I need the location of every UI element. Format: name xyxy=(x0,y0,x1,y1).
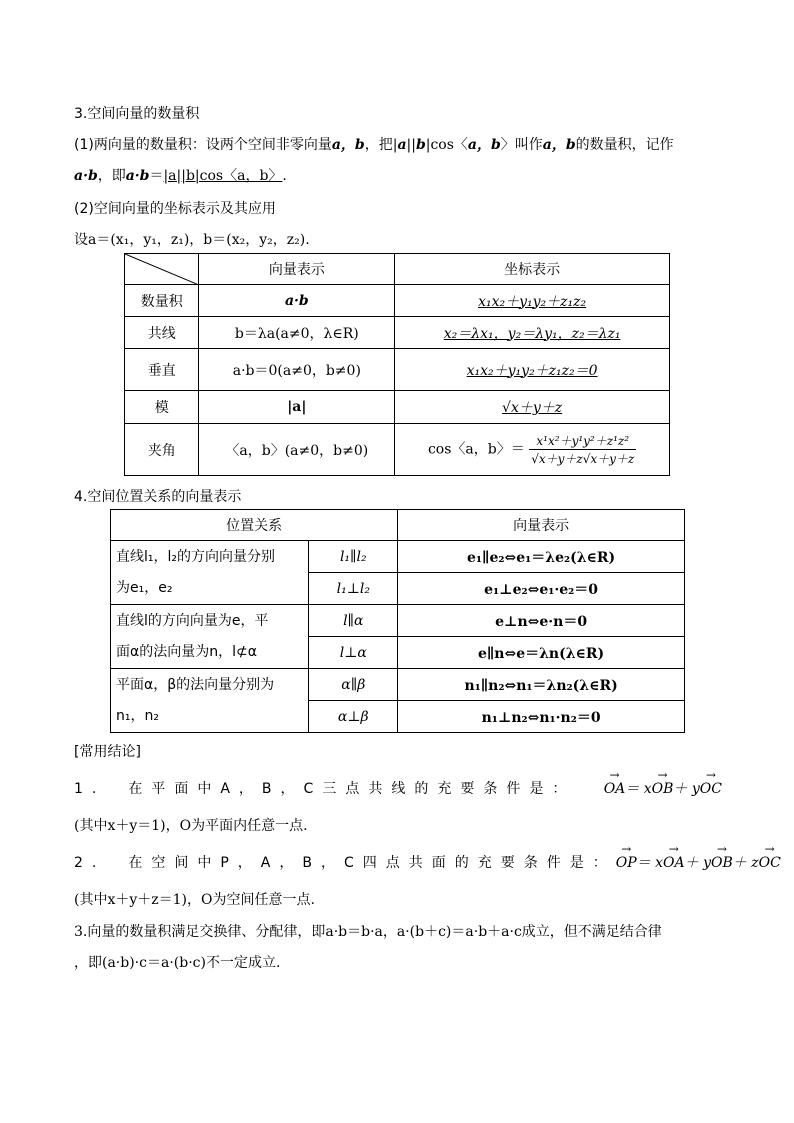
vector-cell: e∥n⇔e＝λn(λ∈R) xyxy=(398,637,685,669)
row-name: 夹角 xyxy=(125,424,199,476)
coordinate-table xyxy=(124,253,670,476)
row-coordinate: x₁x₂＋y₁y₂＋z₁z₂＝0 xyxy=(395,349,670,391)
diagonal-header-cell xyxy=(125,254,199,285)
conclusion-3-line2: ，即(a·b)·c＝a·(b·c)不一定成立. xyxy=(74,955,281,971)
conclusions-heading: [常用结论] xyxy=(74,744,141,760)
conclusion-2 xyxy=(74,852,781,872)
section4-heading: 4.空间位置关系的向量表示 xyxy=(74,489,242,505)
header-vector: 向量表示 xyxy=(199,254,395,285)
row-coordinate: x₂＝λx₁，y₂＝λy₁，z₂＝λz₁ xyxy=(395,317,670,349)
vector-cell: n₁⊥n₂⇔n₁·n₂＝0 xyxy=(398,701,685,733)
conclusion-2-formula: → OP＝ x→ OA＋ y→ OB＋ z→ OC xyxy=(616,852,781,872)
row-vector: a·b xyxy=(199,285,395,317)
conclusion-1 xyxy=(74,778,722,798)
group-label: 直线l的方向向量为e，平 面α的法向量为n，l⊄α xyxy=(111,605,309,669)
fraction-denominator: √x＋y＋z√x＋y＋z xyxy=(531,452,635,466)
angle-fraction xyxy=(529,432,636,467)
header-vector: 向量表示 xyxy=(398,510,685,541)
row-coordinate: x₁x₂＋y₁y₂＋z₁z₂ xyxy=(395,285,670,317)
position-relation-table xyxy=(110,509,685,733)
coordinate-subheading: (2)空间向量的坐标表示及其应用 xyxy=(74,201,276,217)
conclusion-1-note: (其中x＋y＝1)，O为平面内任意一点. xyxy=(74,818,308,834)
row-name: 模 xyxy=(125,391,199,424)
relation-cell: l₁∥l₂ xyxy=(309,541,398,573)
group-label: 直线l₁，l₂的方向向量分别 为e₁，e₂ xyxy=(111,541,309,605)
header-relation: 位置关系 xyxy=(111,510,398,541)
row-name: 垂直 xyxy=(125,349,199,391)
vector-cell: e⊥n⇔e·n＝0 xyxy=(398,605,685,637)
vector-cell: e₁⊥e₂⇔e₁·e₂＝0 xyxy=(398,573,685,605)
header-coordinate: 坐标表示 xyxy=(395,254,670,285)
coordinate-definition: 设a＝(x₁，y₁，z₁)，b＝(x₂，y₂，z₂). xyxy=(74,232,310,248)
relation-cell: l⊥α xyxy=(309,637,398,669)
dot-product-definition-line2: a·b，即a·b＝|a||b|cos〈a，b〉. xyxy=(74,168,287,184)
row-vector: b＝λa(a≠0，λ∈R) xyxy=(199,317,395,349)
group-label: 平面α，β的法向量分别为 n₁，n₂ xyxy=(111,669,309,733)
cos-prefix: cos〈a，b〉＝ xyxy=(427,441,525,458)
fraction-numerator: x¹x²＋y¹y²＋z¹z² xyxy=(529,432,636,450)
row-coordinate xyxy=(395,424,670,476)
section3-heading: 3.空间向量的数量积 xyxy=(74,106,200,122)
vector-cell: e₁∥e₂⇔e₁＝λe₂(λ∈R) xyxy=(398,541,685,573)
conclusion-2-note: (其中x＋y＋z＝1)，O为空间任意一点. xyxy=(74,892,315,908)
relation-cell: α⊥β xyxy=(309,701,398,733)
conclusion-3-line1: 3.向量的数量积满足交换律、分配律，即a·b＝b·a，a·(b＋c)＝a·b＋a·c成立，但不满足结合律 xyxy=(74,924,662,940)
conclusion-1-formula: → OA＝ x→ OB＋ y→ OC xyxy=(604,778,722,798)
row-name: 共线 xyxy=(125,317,199,349)
relation-cell: α∥β xyxy=(309,669,398,701)
relation-cell: l∥α xyxy=(309,605,398,637)
row-vector: 〈a，b〉(a≠0，b≠0) xyxy=(199,424,395,476)
relation-cell: l₁⊥l₂ xyxy=(309,573,398,605)
diagonal-line xyxy=(125,254,199,285)
row-vector: a·b＝0(a≠0，b≠0) xyxy=(199,349,395,391)
dot-product-definition-line1: (1)两向量的数量积：设两个空间非零向量a，b，把|a||b|cos〈a，b〉叫作a，b的数量积，记作 xyxy=(74,137,674,153)
vector-cell: n₁∥n₂⇔n₁＝λn₂(λ∈R) xyxy=(398,669,685,701)
row-vector: |a| xyxy=(199,391,395,424)
conclusion-2-text: 2. 在空间中P，A，B，C四点共面的充要条件是： xyxy=(74,855,616,871)
row-name: 数量积 xyxy=(125,285,199,317)
row-coordinate: √x＋y＋z xyxy=(395,391,670,424)
conclusion-1-text: 1. 在平面中A，B，C三点共线的充要条件是： xyxy=(74,781,576,797)
